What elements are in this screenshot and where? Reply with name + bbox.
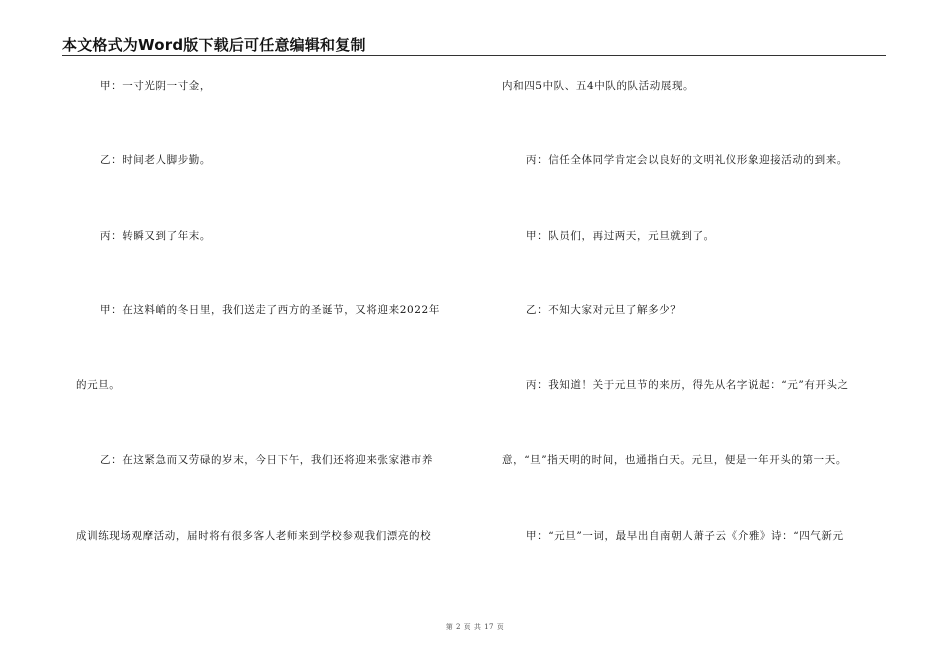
text-line: 丙：转瞬又到了年末。	[100, 230, 211, 242]
text-line: 乙：不知大家对元旦了解多少？	[526, 304, 682, 316]
text-line: 甲：队员们，再过两天，元旦就到了。	[526, 230, 715, 242]
text-line: 丙：信任全体同学肯定会以良好的文明礼仪形象迎接活动的到来。	[526, 154, 848, 166]
text-line: 甲：一寸光阴一寸金，	[100, 80, 211, 92]
text-line: 内和四5中队、五4中队的队活动展现。	[502, 80, 695, 92]
text-line: 甲：在这料峭的冬日里，我们送走了西方的圣诞节，又将迎来2022年	[100, 304, 440, 316]
text-line: 丙：我知道！关于元旦节的来历，得先从名字说起：“元”有开头之	[526, 379, 849, 391]
text-line: 乙：在这紧急而又劳碌的岁末，今日下午，我们还将迎来张家港市养	[100, 454, 433, 466]
text-line: 乙：时间老人脚步勤。	[100, 154, 211, 166]
text-line: 意，“旦”指天明的时间，也通指白天。元旦，便是一年开头的第一天。	[502, 454, 847, 466]
text-line: 的元旦。	[76, 379, 121, 391]
right-text-column	[502, 0, 888, 672]
page-number-footer: 第 2 页 共 17 页	[445, 623, 505, 631]
document-header-title: 本文格式为Word版下载后可任意编辑和复制	[62, 36, 366, 54]
left-text-column	[76, 0, 464, 672]
text-line: 甲：“元旦”一词，最早出自南朝人萧子云《介雅》诗：“四气新元	[526, 530, 844, 542]
text-line: 成训练现场观摩活动，届时将有很多客人老师来到学校参观我们漂亮的校	[76, 530, 432, 542]
